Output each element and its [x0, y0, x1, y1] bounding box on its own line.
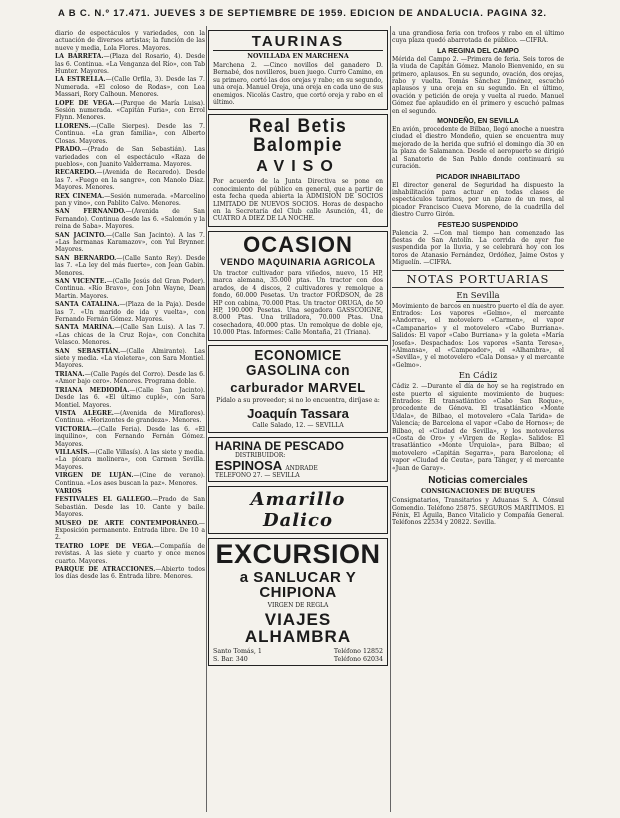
listing-entry	[55, 543, 205, 565]
cinema-listings-column	[55, 30, 205, 810]
espinosa-sub: ANDRADE	[285, 465, 318, 473]
tassara-name: Joaquín Tassara	[247, 405, 349, 421]
listing-venue: MUSEO DE ARTE CONTEMPORÁNEO.	[55, 519, 199, 527]
listing-venue: SAN SEBASTIÁN.	[55, 347, 121, 355]
listing-entry	[55, 472, 205, 487]
listing-entry	[55, 426, 205, 448]
listing-venue: TEATRO LOPE DE VEGA.	[55, 542, 154, 550]
page-header: A B C. N.º 17.471. JUEVES 3 DE SEPTIEMBRE DE 1959. EDICION DE ANDALUCIA. PAGINA 32.	[58, 8, 547, 19]
listing-entry	[55, 146, 205, 168]
listing-details: —(Calle Villasís). A las siete y media. «La pícara molinera», con Carmen Sevilla. Mayores.	[55, 448, 205, 471]
address-left-1: Santo Tomás, 1	[213, 648, 262, 656]
right-column	[392, 30, 564, 810]
cadiz-heading	[392, 371, 564, 381]
aviso-text: Por acuerdo de la Junta Directiva se pone en conocimiento del público en general, que a partir de esta fecha queda abierta la ADMISION DE SOCIOS LIMITADO DE NUEVOS SOCIOS. Horas de despacho en la Secretaría del Club calle Asunción, 41, de CUATRO A DIEZ DE LA NOCHE.	[213, 178, 383, 223]
excursion-destination: a SANLUCAR Y CHIPIONA	[239, 569, 357, 602]
betis-title: Real Betis Balompie	[248, 116, 348, 157]
carburador-headline: ECONOMICE GASOLINA con	[246, 346, 350, 379]
listing-venue: VISTA ALEGRE.	[55, 409, 114, 417]
listing-details: —Prado de San Sebastián. Desde las 10. Cante y baile. Mayores.	[55, 496, 205, 519]
listing-entry	[55, 76, 205, 98]
listing-entry	[55, 387, 205, 409]
ocasion-ad	[208, 231, 388, 341]
address-right-1: Teléfono 12852	[333, 648, 383, 656]
listing-details: —(Avenida de San Fernando). Continua desde las 6. «Salomón y la reina de Saba». Mayores.	[55, 208, 205, 231]
listing-venue: REX CINEMA.	[55, 192, 105, 200]
ocasion-text: Un tractor cultivador para viñedos, nuevo, 15 HP, marca alemana, 35.000 ptas. Un tractor con dos arados, de 4 discos, 2 cultivadores y remolque a fondo, 60.000 Pesetas. Un tractor FORDSON, de 28 HP con cabina, 70.000 Ptas. Un tractor ORUGA, de 50 HP, 190.000 Pesetas. Una segadora GASSCOIGNE, 8.000 Ptas. Una trilladora, 70.000 Ptas. Una cosechadora, 40.000 ptas. Un remolque de doble eje, 10.000 Ptas. Informes: Calle Montaña, 21 (Triana).	[213, 269, 383, 337]
listing-entry	[55, 566, 205, 581]
excursion-title: EXCURSION	[215, 539, 381, 570]
listing-entry	[55, 193, 205, 208]
listing-entry	[55, 169, 205, 191]
listing-venue: TRIANA MEDIODÍA.	[55, 386, 130, 394]
listing-venue: VILLASÍS.	[55, 448, 90, 456]
listing-entry	[55, 301, 205, 323]
harina-ad	[208, 437, 388, 482]
listing-venue: VARIOS	[55, 487, 82, 495]
listing-details: —(Calle Feria). Desde las 6. «El inquilino», con Fernando Fernán Gómez. Mayores.	[55, 425, 205, 448]
ocasion-title: OCASION	[243, 231, 353, 257]
harina-title: HARINA DE PESCADO	[215, 439, 344, 454]
listing-details: —(Calle Santo Rey). Desde las 7. «La ley del más fuerte», con Jean Gabin. Menores.	[55, 254, 205, 277]
sevilla-heading	[392, 291, 564, 301]
listing-entry	[55, 488, 205, 495]
tassara-address: Calle Salado, 12. — SEVILLA	[252, 421, 344, 429]
excursion-address-row	[213, 648, 383, 656]
column-rule	[206, 26, 207, 812]
listing-venue: TRIANA.	[55, 370, 85, 378]
listing-details: —(Plaza del Rosario, 4). Desde las 6. Continua. «La Venganza del Río», con Tab Hunter. Mayores.	[55, 53, 205, 76]
carburador-brand: carburador MARVEL	[230, 379, 366, 395]
listing-entry	[55, 30, 205, 52]
dalico-script: Amarillo Dalico	[250, 489, 346, 532]
listing-entry	[55, 208, 205, 230]
listing-details: —(Calle Almirante). Las siete y media. «La violetera», con Sara Montiel. Mayores.	[55, 347, 205, 370]
listing-venue: SANTA MARINA.	[55, 324, 115, 332]
excursion-tagline: VIRGEN DE REGLA	[267, 602, 329, 610]
listing-details: —(Cine de verano). Continua. «Los ases buscan la paz». Menores.	[55, 472, 205, 487]
listing-entry	[55, 255, 205, 277]
harina-distributor: DISTRIBUIDOR:	[235, 452, 286, 460]
taurinas-box	[208, 30, 388, 110]
listing-venue: LOPE DE VEGA.	[55, 99, 115, 107]
listing-details: —(Calle San Jacinto). Desde las 6. «El último cuplé», con Sara Montiel. Mayores.	[55, 386, 205, 409]
listing-venue: SAN VICENTE.	[55, 278, 107, 285]
listing-venue: PRADO.	[55, 146, 82, 154]
mondeno-text: En avión, procedente de Bilbao, llegó anoche a nuestra ciudad el diestro Mondeño, quien se encuentra muy mejorado de la herida que sufrió el domingo día 30 en la plaza de Salamanca. Desde el aeropuerto se dirigió al Sanatorio de San Pablo donde continuará su curación.	[392, 126, 564, 171]
listing-entry	[55, 449, 205, 471]
espinosa-name	[213, 459, 383, 472]
middle-column	[208, 30, 388, 810]
picador-text: El director general de Seguridad ha dispuesto la inhabilitación para actuar en todas clases de espectáculos taurinos, por un plazo de un mes, al picador Francisco Cueva Moreno, de la cuadrilla del diestro Curro Girón.	[392, 181, 564, 219]
listing-details: —(Calle Sierpes). Desde las 7. Continua. «La gran familia», con Alberto Closas. Mayores.	[55, 122, 205, 145]
comerciales-subtitle: CONSIGNACIONES DE BUQUES	[420, 488, 536, 496]
listing-details: —(Calle Pagés del Corro). Desde las 6. «Amor bajo cero». Menores. Programa doble.	[55, 370, 205, 386]
listing-details: —(Parque de María Luisa). Sesión numerada. «Capitán Furia», con Errol Flynn. Menores.	[55, 99, 205, 122]
listing-entry	[55, 123, 205, 145]
listing-entry	[55, 520, 205, 542]
harina-telephone: TELEFONO 27. — SEVILLA	[215, 472, 300, 480]
cadiz-text: Cádiz 2. —Durante el día de hoy se ha registrado en este puerto el siguiente movimiento de buques: Entrados: El transatlántico «Cabo San Roque», procedente de Génova. El trasatlántico «Monte Udala», de Bilbao, el motovelero «Cala Tarida» de Valencia; de Barcelona el vapor «Cabo de Hornos»; de Bilbao, el «Ciudad de Sevilla», y los motoveleros «Costa de Oro» y «Virgen de Regla». Salidos: El trasatlántico «Monte Urquiola», para Bilbao; el motovelero «Capitán Segarra», para Barcelona; el vapor «Ciudad de Ceuta», para Tánger, y el mercante «Juan de Garay».	[392, 383, 564, 472]
listing-entry	[55, 278, 205, 300]
sevilla-label: En Sevilla	[456, 290, 500, 301]
listing-venue: SAN JACINTO.	[55, 231, 107, 239]
listing-details: —Sesión numerada. «Marcelino pan y vino», con Pablito Calvo. Menores.	[55, 192, 205, 207]
viajes-title: VIAJES ALHAMBRA	[244, 610, 352, 647]
listing-venue: FESTIVALES EL GALLEGO.	[55, 496, 153, 504]
listing-entry	[55, 410, 205, 425]
carburador-ad	[208, 345, 388, 434]
listing-venue: RECAREDO.	[55, 169, 97, 177]
noticias-comerciales-title: Noticias comerciales	[428, 475, 528, 487]
listing-entry	[55, 496, 205, 518]
listing-venue: SANTA CATALINA.	[55, 301, 120, 309]
listing-venue: SAN BERNARDO.	[55, 254, 117, 262]
excursion-ad	[208, 538, 388, 666]
taurinas-text: Marchena 2. —Cinco novillos del ganadero D. Bernabé, dos novilleros, buen juego. Curro Camino, en su primero, cortó las dos orejas y rabo; en su segundo, una oreja. Manuel Oreja, una oreja en cada uno de sus enemigos. Nicolás Castro, que cortó oreja y rabo en el último.	[213, 62, 383, 107]
address-right-2: Teléfono 62034	[333, 655, 383, 663]
address-left-2: S. Bar. 340	[213, 655, 248, 663]
top-text: a una grandiosa feria con trofeos y rabo en el último cuya plaza quedó abarrotada de público. —CIFRA.	[392, 30, 564, 45]
reina-text: Mérida del Campo 2. —Primera de feria. Seis toros de la viuda de Capitán Gómez. Manolo Bienvenido, en su primero, aplausos. En su segundo, ovación, dos orejas, rabo y vuelta. Tomás Sánchez Jiménez, escuchó aplausos y una oreja en su segundo. En el último, ovación y petición de oreja y vuelta al ruedo. Manuel Gómez fue aplaudido en el primero y escuchó palmas en el segundo.	[392, 55, 564, 115]
listing-details: diario de espectáculos y variedades, con la actuación de diversos artistas; la función de las nueve y media, Lola Flores. Mayores.	[55, 30, 205, 52]
sevilla-text: Movimiento de barcos en nuestro puerto el día de ayer. Entrados: Los vapores «Gelmo», el mercante «Andorra», el motovelero «Carmen», el vapor «Campanario» y el motovelero «Cabo Burriana». Salidos: El vapor «Cabo Burriana» y la goleta «María Josefa». Despachados: Los vapores «Santa Teresa», «Almansa», el «Campeador», el «Alhambra», el «Sevilla», y el motovelero «Cala Donsa» y el mercante «Gelmo».	[392, 302, 564, 369]
listing-details: —(Calle San Luis). A las 7. «Las chicas de la Cruz Roja», con Conchita Velasco. Menores.	[55, 324, 205, 347]
taurinas-title: TAURINAS	[213, 33, 383, 51]
aviso-title: AVISO	[256, 158, 340, 176]
listing-entry	[55, 100, 205, 122]
listing-venue: LLORENS.	[55, 122, 91, 130]
notas-portuarias-title: NOTAS PORTUARIAS	[392, 270, 564, 288]
listing-details: —Compañía de revistas. A las siete y cuarto y once menos cuarto. Mayores.	[55, 542, 205, 565]
listing-entry	[55, 348, 205, 370]
listing-venue: VIRGEN DE LUJÁN.	[55, 472, 134, 480]
ocasion-subtitle: VENDO MAQUINARIA AGRICOLA	[220, 256, 376, 267]
listing-venue: LA BARRETA.	[55, 53, 104, 61]
listing-venue: SAN FERNANDO.	[55, 208, 126, 216]
listing-venue: PARQUE DE ATRACCIONES.	[55, 566, 156, 574]
festejo-title: FESTEJO SUSPENDIDO	[437, 221, 519, 229]
listing-venue: VICTORIA.	[55, 425, 93, 433]
listing-details: —(Avenida de Miraflores). Continua. «Horizontes de grandeza». Menores.	[55, 409, 205, 425]
taurinas-subtitle: NOVILLADA EN MARCHENA	[247, 53, 349, 60]
listing-entry	[55, 371, 205, 386]
listing-details: —(Calle San Jacinto). A las 7. «Las hermanas Karamazov», con Yul Brynner. Mayores.	[55, 231, 205, 254]
comerciales-text: Consignatarios, Transitarios y Aduanas S. A. Cónsul Gomendio. Teléfono 25875. SEGUROS MARÍTIMOS. El Fénix, El Águila, Banco Vitalicio y Compañía General. Teléfonos 22534 y 20822. Sevilla.	[392, 497, 564, 527]
listing-venue: LA ESTRELLA.	[55, 76, 106, 84]
mondeno-title: MONDEÑO, EN SEVILLA	[437, 118, 519, 126]
betis-ad	[208, 114, 388, 226]
listing-details: —(Prado de San Sebastián). Las variedades con el espectáculo «Raza de pueblos», con Juanito Valderrama. Mayores.	[55, 146, 205, 168]
carburador-text: Pídalo a su proveedor; si no lo encuentra, diríjase a:	[216, 396, 380, 404]
reina-title: LA REGINA DEL CAMPO	[437, 47, 519, 55]
listing-details: —(Plaza de la Paja). Desde las 7. «Un marido de ida y vuelta», con Fernando Fernán Gómez. Mayores.	[55, 301, 205, 324]
cadiz-label: En Cádiz	[458, 371, 498, 382]
listing-details: —Exposición permanente. Entrada libre. De 10 a 2.	[55, 519, 205, 542]
listing-entry	[55, 53, 205, 75]
listing-details: —(Calle Jesús del Gran Poder). Continua. «Río Bravo», con John Wayne, Dean Martin. Mayores.	[55, 278, 205, 300]
excursion-address-row	[213, 656, 383, 664]
listing-details: —Abierto todos los días desde las 6. Entrada libre. Menores.	[55, 566, 205, 581]
picador-title: PICADOR INHABILITADO	[436, 173, 520, 181]
espinosa-label: ESPINOSA	[215, 458, 282, 474]
column-rule	[390, 26, 391, 812]
festejo-text: Palencia 2. —Con mal tiempo han comenzado las fiestas de San Antolín. La corrida de ayer fue suspendida por la lluvia, y se celebrará hoy con los toros de Atanasio Fernández, Ordóñez, Jaime Ostos y Miguelín. —CIFRA.	[392, 229, 564, 267]
dalico-ad	[208, 486, 388, 534]
listing-entry	[55, 232, 205, 254]
listing-details: —(Calle Orfila, 3). Desde las 7. Numerada. «El coloso de Rodas», con Lea Massari, Rory Calhoun. Menores.	[55, 76, 205, 99]
listing-details: —(Avenida de Recaredo). Desde las 7. «Fuego en la sangre», con Manolo Díaz. Mayores. Menores.	[55, 169, 205, 192]
listing-entry	[55, 324, 205, 346]
